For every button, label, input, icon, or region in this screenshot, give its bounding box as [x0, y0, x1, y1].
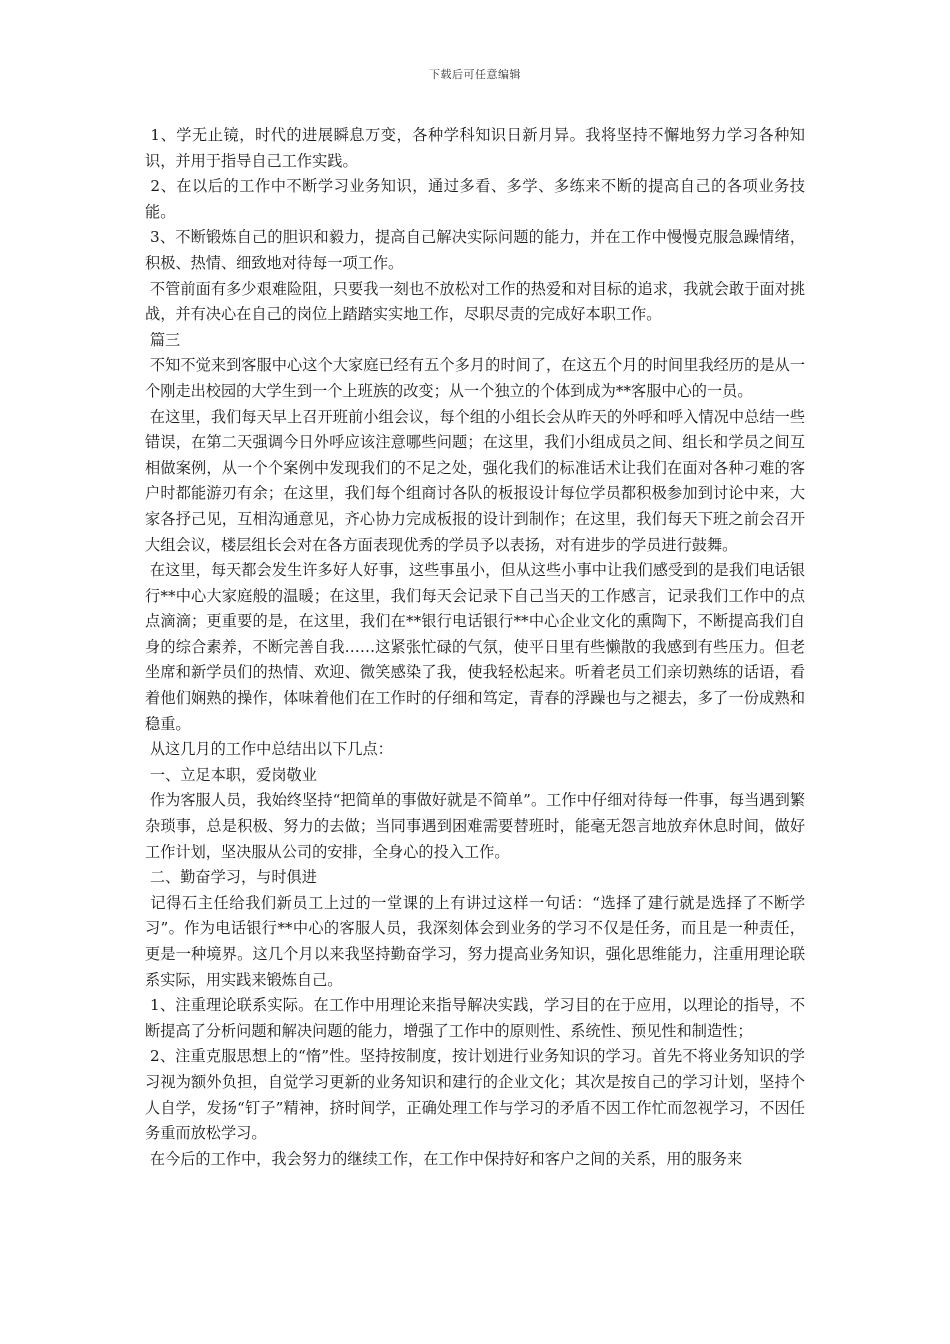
- subheading: 一、立足本职，爱岗敬业: [145, 765, 317, 784]
- page-header: 下载后可任意编辑: [429, 68, 521, 81]
- paragraph: 在这里，每天都会发生许多好人好事，这些事虽小，但从这些小事中让我们感受到的是我们电话银行**中心大家庭般的温暖；在这里，我们每天会记录下自己当天的工作感言，记录我们工作中的点点滴滴；更重要的是，在这里，我们在**银行电话银行**中心企业文化的熏陶下，不断提高我们自身的综合素养，不断完善自我……这紧张忙碌的气氛，使平日里有些懒散的我感到有些压力。但老坐席和新学员们的热情、欢迎、微笑感染了我，使我轻松起来。听着老员工们亲切熟练的话语，看着他们娴熟的操作，体味着他们在工作时的仔细和笃定，青春的浮躁也与之褪去，多了一份成熟和稳重。: [145, 561, 806, 733]
- document-body: [145, 123, 805, 1172]
- paragraph: 作为客服人员，我始终坚持“把简单的事做好就是不简单”。工作中仔细对待每一件事，每当遇到繁杂琐事，总是积极、努力的去做；当同事遇到困难需要替班时，能毫无怨言地放弃休息时间，做好工作计划，坚决服从公司的安排，全身心的投入工作。: [145, 791, 806, 861]
- paragraph: 3、不断锻炼自己的胆识和毅力，提高自己解决实际问题的能力，并在工作中慢慢克服急躁情绪，积极、热情、细致地对待每一项工作。: [145, 228, 806, 272]
- subheading: 二、勤奋学习，与时俱进: [145, 868, 317, 887]
- paragraph: 在今后的工作中，我会努力的继续工作，在工作中保持好和客户之间的关系，用的服务来: [145, 1149, 743, 1168]
- paragraph: 不知不觉来到客服中心这个大家庭已经有五个多月的时间了，在这五个月的时间里我经历的是从一个刚走出校园的大学生到一个上班族的改变；从一个独立的个体到成为**客服中心的一员。: [145, 356, 806, 400]
- paragraph: 2、注重克服思想上的“惰”性。坚持按制度，按计划进行业务知识的学习。首先不将业务知识的学习视为额外负担，自觉学习更新的业务知识和建行的企业文化；其次是按自己的学习计划，坚持个人自学，发扬“钉子”精神，挤时间学，正确处理工作与学习的矛盾不因工作忙而忽视学习，不因任务重而放松学习。: [145, 1047, 805, 1143]
- paragraph: 2、在以后的工作中不断学习业务知识，通过多看、多学、多练来不断的提高自己的各项业务技能。: [145, 177, 805, 221]
- section-heading: 篇三: [145, 330, 181, 349]
- paragraph: 从这几月的工作中总结出以下几点：: [145, 740, 393, 759]
- paragraph: 1、注重理论联系实际。在工作中用理论来指导解决实践，学习目的在于应用，以理论的指导，不断提高了分析问题和解决问题的能力，增强了工作中的原则性、系统性、预见性和制造性；: [145, 996, 806, 1040]
- paragraph: 在这里，我们每天早上召开班前小组会议，每个组的小组长会从昨天的外呼和呼入情况中总结一些错误，在第二天强调今日外呼应该注意哪些问题；在这里，我们小组成员之间、组长和学员之间互相做案例，从一个个案例中发现我们的不足之处，强化我们的标准话术让我们在面对各种刁难的客户时都能游刃有余；在这里，我们每个组商讨各队的板报设计每位学员都积极参加到讨论中来，大家各抒己见，互相沟通意见，齐心协力完成板报的设计到制作；在这里，我们每天下班之前会召开大组会议，楼层组长会对在各方面表现优秀的学员予以表扬，对有进步的学员进行鼓舞。: [145, 407, 806, 554]
- paragraph: 不管前面有多少艰难险阻，只要我一刻也不放松对工作的热爱和对目标的追求，我就会敢于面对挑战，并有决心在自己的岗位上踏踏实实地工作，尽职尽责的完成好本职工作。: [145, 279, 806, 324]
- paragraph: 记得石主任给我们新员工上过的一堂课的上有讲过这样一句话：“选择了建行就是选择了不断学习”。作为电话银行**中心的客服人员，我深刻体会到业务的学习不仅是任务，而且是一种责任，更是一种境界。这几个月以来我坚持勤奋学习，努力提高业务知识，强化思维能力，注重用理论联系实际，用实践来锻炼自己。: [145, 893, 806, 989]
- paragraph: 1、学无止镜，时代的进展瞬息万变，各种学科知识日新月异。我将坚持不懈地努力学习各种知识，并用于指导自己工作实践。: [145, 126, 805, 170]
